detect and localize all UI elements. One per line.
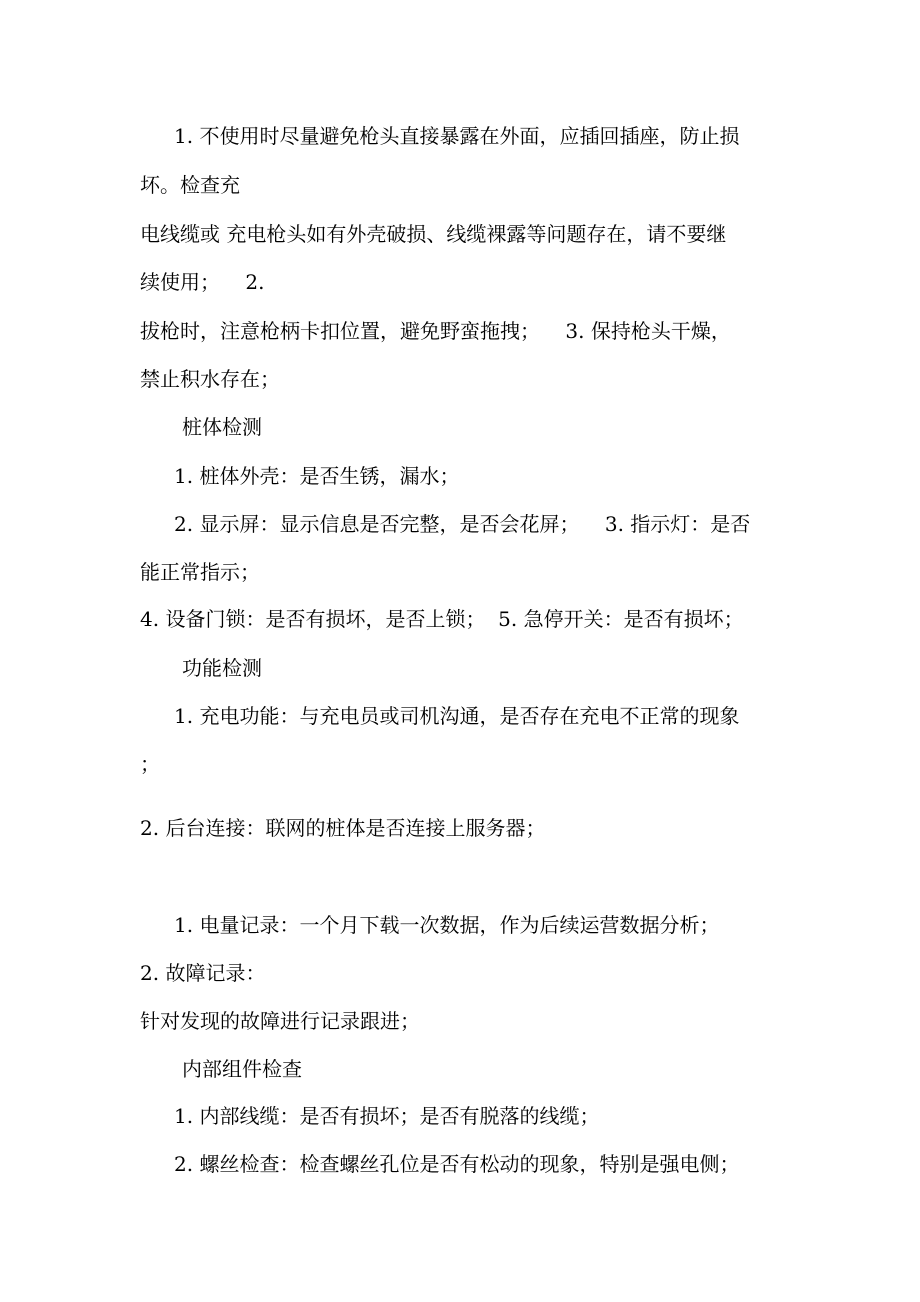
paragraph-line: 2. 故障记录： bbox=[140, 961, 266, 985]
section-heading: 内部组件检查 bbox=[182, 1057, 302, 1081]
paragraph-line: 1. 不使用时尽量避免枪头直接暴露在外面，应插回插座，防止损 bbox=[174, 124, 740, 148]
paragraph-line: 电线缆或 充电枪头如有外壳破损、线缆裸露等问题存在，请不要继 bbox=[140, 222, 727, 246]
paragraph-line: 针对发现的故障进行记录跟进； bbox=[140, 1009, 420, 1033]
paragraph-line: 续使用； 2. bbox=[140, 270, 265, 294]
paragraph-line: 1. 充电功能：与充电员或司机沟通，是否存在充电不正常的现象 bbox=[174, 704, 740, 728]
section-heading: 桩体检测 bbox=[182, 415, 262, 439]
paragraph-line: 禁止积水存在； bbox=[140, 367, 280, 391]
paragraph-line: 1. 电量记录：一个月下载一次数据，作为后续运营数据分析； bbox=[174, 913, 720, 937]
paragraph-line: 1. 内部线缆：是否有损坏；是否有脱落的线缆； bbox=[174, 1104, 600, 1128]
paragraph-line: 2. 显示屏：显示信息是否完整，是否会花屏； 3. 指示灯：是否 bbox=[174, 512, 751, 536]
section-heading: 功能检测 bbox=[182, 656, 262, 680]
paragraph-line: 4. 设备门锁：是否有损坏，是否上锁； 5. 急停开关：是否有损坏； bbox=[140, 607, 744, 631]
paragraph-line: 2. 螺丝检查：检查螺丝孔位是否有松动的现象，特别是强电侧； bbox=[174, 1152, 740, 1176]
paragraph-line: 1. 桩体外壳：是否生锈，漏水； bbox=[174, 464, 460, 488]
paragraph-line: 能正常指示； bbox=[140, 560, 260, 584]
paragraph-line: 2. 后台连接：联网的桩体是否连接上服务器； bbox=[140, 816, 546, 840]
paragraph-line: ； bbox=[140, 752, 160, 776]
paragraph-line: 拔枪时，注意枪柄卡扣位置，避免野蛮拖拽； 3. 保持枪头干燥， bbox=[140, 319, 731, 343]
paragraph-line: 坏。检查充 bbox=[140, 173, 240, 197]
